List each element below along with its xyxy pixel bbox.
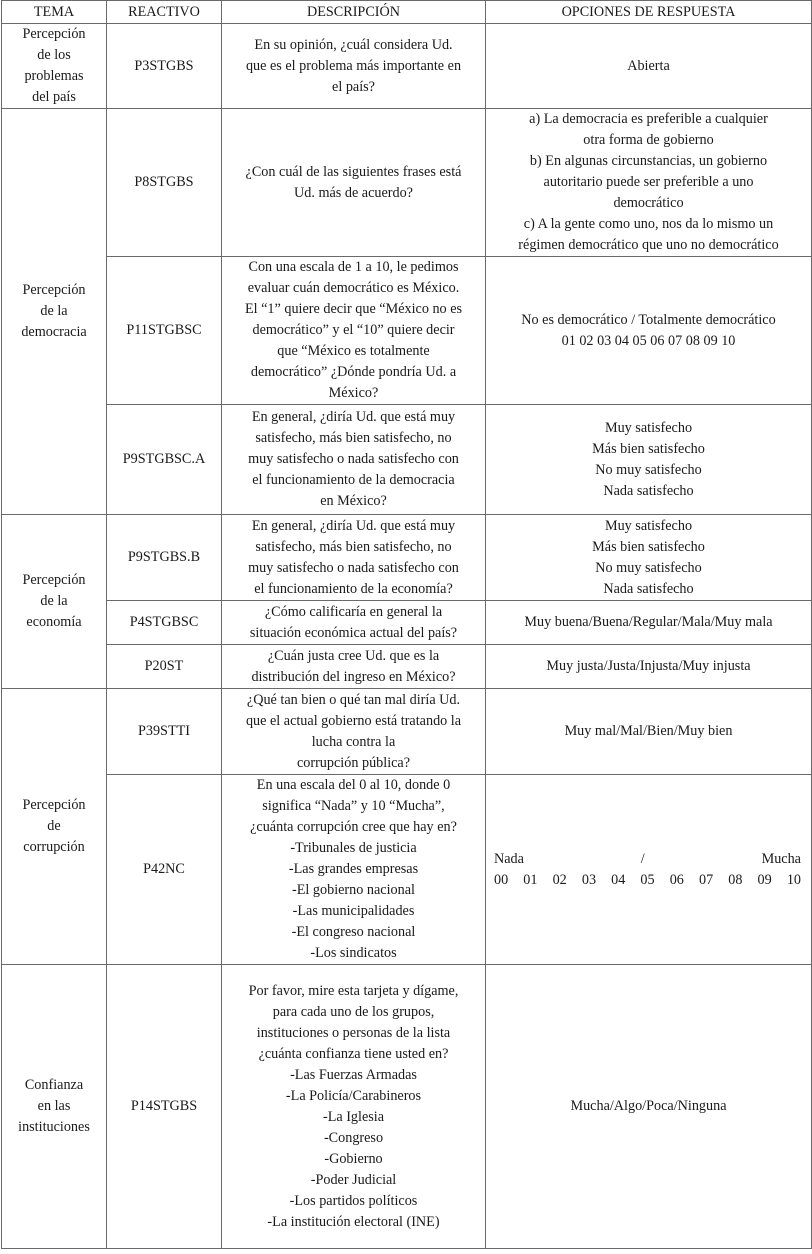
opcion-line: régimen democrático que uno no democrático	[518, 237, 779, 253]
opciones-cell	[486, 24, 812, 109]
descripcion-line: evaluar cuán democrático es México.	[247, 280, 460, 296]
reactivo-cell: P20ST	[107, 645, 222, 689]
opciones-cell	[486, 109, 812, 257]
table-row	[2, 965, 812, 1249]
descripcion-line: que “México es totalmente	[277, 343, 430, 359]
descripcion-line: el país?	[332, 78, 375, 95]
descripcion-line: -Congreso	[323, 1129, 384, 1146]
descripcion-line: El “1” quiere decir que “México no es	[244, 301, 463, 317]
descripcion-cell	[222, 24, 486, 109]
descripcion-line: que el actual gobierno está tratando la	[245, 712, 462, 729]
table-row	[2, 775, 812, 965]
opcion-line: Muy justa/Justa/Injusta/Muy injusta	[546, 658, 751, 674]
scale-number: 08	[728, 871, 743, 888]
descripcion-cell	[222, 405, 486, 515]
descripcion-line: En una escala del 0 al 10, donde 0	[256, 777, 451, 793]
reactivo-cell: P9STGBS.B	[107, 515, 222, 601]
descripcion-line: democrático” y el “10” quiere decir	[252, 322, 455, 338]
descripcion-line: instituciones o personas de la lista	[256, 1024, 451, 1041]
scale-number: 00	[494, 871, 509, 888]
descripcion-line: el funcionamiento de la economía?	[254, 580, 453, 597]
scale-number: 01	[523, 871, 538, 888]
tema-line: Percepción	[22, 282, 86, 298]
opcion-line: Nada satisfecho	[603, 482, 694, 499]
descripcion-line: ¿cuánta corrupción cree que hay en?	[250, 819, 457, 835]
opcion-line: otra forma de gobierno	[583, 132, 714, 148]
tema-line: economía	[26, 614, 82, 630]
descripcion-cell	[222, 515, 486, 601]
descripcion-line: -Poder Judicial	[310, 1171, 397, 1188]
descripcion-line: ¿Qué tan bien o qué tan mal diría Ud.	[246, 691, 461, 708]
opciones-cell	[486, 601, 812, 645]
descripcion-line: -Las Fuerzas Armadas	[290, 1066, 417, 1083]
header-tema: TEMA	[2, 1, 107, 24]
descripcion-cell	[222, 601, 486, 645]
descripcion-line: para cada uno de los grupos,	[272, 1003, 435, 1020]
descripcion-line: -Tribunales de justicia	[290, 840, 417, 856]
descripcion-cell	[222, 775, 486, 965]
opcion-line: Muy satisfecho	[604, 517, 693, 534]
opciones-cell	[486, 257, 812, 405]
scale-number: 06	[669, 871, 684, 888]
tema-line: en las	[37, 1098, 71, 1114]
opcion-line: autoritario puede ser preferible a uno	[543, 174, 754, 190]
tema-line: corrupción	[23, 839, 85, 855]
descripcion-line: que es el problema más importante en	[245, 57, 462, 74]
tema-line: de	[47, 818, 61, 834]
opciones-cell	[486, 775, 812, 965]
opciones-cell	[486, 405, 812, 515]
scale-number: 10	[786, 871, 801, 888]
opciones-cell	[486, 689, 812, 775]
descripcion-line: -Los sindicatos	[310, 945, 397, 961]
opciones-cell	[486, 645, 812, 689]
descripcion-line: lucha contra la	[311, 733, 396, 750]
descripcion-line: ¿Con cuál de las siguientes frases está	[245, 163, 462, 180]
reactivo-cell: P8STGBS	[107, 109, 222, 257]
scale-number: 04	[611, 871, 626, 888]
opcion-line: a) La democracia es preferible a cualquier	[529, 111, 768, 127]
scale-number: 05	[640, 871, 655, 888]
header-row	[2, 1, 812, 24]
descripcion-line: satisfecho, más bien satisfecho, no	[255, 430, 452, 446]
reactivo-cell: P9STGBSC.A	[107, 405, 222, 515]
reactivo-cell: P11STGBSC	[107, 257, 222, 405]
table-row	[2, 515, 812, 601]
opcion-line: Más bien satisfecho	[592, 440, 705, 457]
tema-line: de la	[40, 593, 68, 609]
tema-line: Confianza	[24, 1077, 84, 1093]
descripcion-line: democrático” ¿Dónde pondría Ud. a	[250, 364, 457, 380]
tema-line: Percepción	[22, 572, 86, 588]
descripcion-line: -El gobierno nacional	[292, 882, 415, 898]
descripcion-line: En general, ¿diría Ud. que está muy	[251, 517, 456, 534]
table-row	[2, 257, 812, 405]
descripcion-line: significa “Nada” y 10 “Mucha”,	[262, 798, 445, 814]
opcion-line: 01 02 03 04 05 06 07 08 09 10	[561, 332, 736, 349]
tema-line: problemas	[24, 68, 84, 84]
table-row	[2, 689, 812, 775]
opcion-line: Más bien satisfecho	[592, 538, 705, 555]
descripcion-line: -Los partidos políticos	[289, 1192, 418, 1209]
scale-number: 07	[698, 871, 714, 888]
tema-line: instituciones	[18, 1119, 90, 1135]
reactivo-cell: P14STGBS	[107, 965, 222, 1249]
tema-line: Percepción	[22, 797, 86, 813]
table-row	[2, 405, 812, 515]
descripcion-line: -El congreso nacional	[291, 924, 416, 940]
descripcion-cell	[222, 965, 486, 1249]
table-row	[2, 645, 812, 689]
descripcion-line: corrupción pública?	[296, 754, 411, 771]
tema-cell	[2, 689, 107, 965]
tema-cell	[2, 24, 107, 109]
opcion-line: Muy buena/Buena/Regular/Mala/Muy mala	[524, 614, 773, 630]
descripcion-line: el funcionamiento de la democracia	[252, 472, 455, 488]
scale-number: 02	[552, 871, 567, 888]
descripcion-cell	[222, 109, 486, 257]
table-row	[2, 601, 812, 645]
descripcion-line: México?	[328, 385, 379, 401]
opcion-line: Mucha/Algo/Poca/Ninguna	[570, 1098, 727, 1114]
header-opciones: OPCIONES DE RESPUESTA	[486, 1, 812, 24]
opcion-line: c) A la gente como uno, nos da lo mismo un	[523, 216, 774, 232]
header-reactivo: REACTIVO	[107, 1, 222, 24]
reactivo-cell: P4STGBSC	[107, 601, 222, 645]
reactivo-cell: P3STGBS	[107, 24, 222, 109]
descripcion-line: situación económica actual del país?	[249, 624, 458, 641]
descripcion-line: -La Policía/Carabineros	[285, 1087, 422, 1104]
descripcion-line: -La institución electoral (INE)	[267, 1213, 440, 1230]
descripcion-line: Ud. más de acuerdo?	[294, 184, 413, 201]
header-descripcion: DESCRIPCIÓN	[222, 1, 486, 24]
scale-label-right: Mucha	[761, 850, 801, 867]
tema-line: democracia	[21, 324, 87, 340]
opcion-line: No muy satisfecho	[595, 559, 702, 576]
table-row	[2, 24, 812, 109]
opcion-line: Abierta	[627, 57, 670, 74]
table-body	[2, 24, 812, 1249]
descripcion-line: en México?	[320, 493, 387, 509]
tema-line: Percepción	[22, 26, 86, 42]
tema-line: de los	[37, 47, 71, 63]
descripcion-line: -Gobierno	[324, 1150, 383, 1167]
descripcion-line: Por favor, mire esta tarjeta y dígame,	[248, 982, 459, 999]
tema-cell	[2, 515, 107, 689]
descripcion-line: muy satisfecho o nada satisfecho con	[248, 451, 459, 467]
opcion-line: b) En algunas circunstancias, un gobierno	[529, 153, 768, 169]
table-row	[2, 109, 812, 257]
scale-numbers	[492, 870, 803, 891]
descripcion-line: ¿Cómo calificaría en general la	[264, 603, 443, 620]
opcion-line: No es democrático / Totalmente democrático	[521, 311, 776, 328]
scale-number: 03	[581, 871, 597, 888]
descripcion-line: distribución del ingreso en México?	[251, 668, 456, 685]
descripcion-cell	[222, 257, 486, 405]
descripcion-line: Con una escala de 1 a 10, le pedimos	[248, 259, 459, 275]
descripcion-line: En general, ¿diría Ud. que está muy	[251, 409, 456, 425]
tema-cell	[2, 965, 107, 1249]
scale-number: 09	[757, 871, 772, 888]
scale-labels	[492, 849, 803, 870]
tema-line: del país	[32, 89, 76, 105]
descripcion-cell	[222, 689, 486, 775]
descripcion-line: ¿cuánta confianza tiene usted en?	[258, 1045, 449, 1062]
opcion-line: Nada satisfecho	[603, 580, 694, 597]
reactivo-cell: P42NC	[107, 775, 222, 965]
opciones-cell	[486, 965, 812, 1249]
opcion-line: democrático	[613, 195, 684, 211]
opcion-line: Muy satisfecho	[604, 419, 693, 436]
scale-label-left: Nada	[494, 850, 524, 867]
opciones-cell	[486, 515, 812, 601]
descripcion-line: -La Iglesia	[322, 1108, 385, 1125]
descripcion-line: ¿Cuán justa cree Ud. que es la	[267, 647, 440, 664]
reactivo-cell: P39STTI	[107, 689, 222, 775]
tema-line: de la	[40, 303, 68, 319]
descripcion-line: satisfecho, más bien satisfecho, no	[255, 538, 452, 555]
tema-cell	[2, 109, 107, 515]
descripcion-line: -Las municipalidades	[292, 903, 415, 919]
descripcion-line: En su opinión, ¿cuál considera Ud.	[254, 36, 453, 53]
scale-label-sep: /	[640, 850, 645, 867]
descripcion-line: -Las grandes empresas	[288, 861, 419, 877]
opcion-line: No muy satisfecho	[595, 461, 702, 478]
survey-items-table	[1, 0, 812, 1249]
descripcion-line: muy satisfecho o nada satisfecho con	[248, 559, 459, 576]
opcion-line: Muy mal/Mal/Bien/Muy bien	[564, 723, 733, 739]
descripcion-cell	[222, 645, 486, 689]
